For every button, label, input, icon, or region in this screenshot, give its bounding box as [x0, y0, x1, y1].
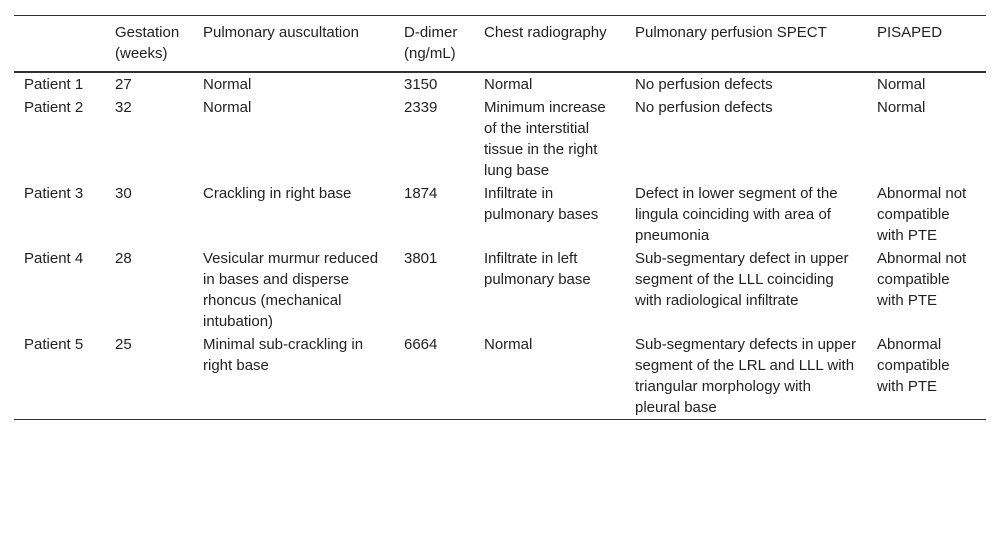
- cell-gestation: 27: [115, 76, 132, 93]
- patient-data-table: [14, 15, 986, 420]
- cell-spect: Sub-segmentary defects in upper segment of the LRL and LLL with triangular morphology with pleural base: [635, 336, 856, 416]
- table-row: [14, 333, 986, 420]
- cell-pisaped: Abnormal not compatible with PTE: [877, 185, 967, 244]
- cell-patient: Patient 4: [24, 250, 84, 267]
- cell-auscultation: Vesicular murmur reduced in bases and disperse rhoncus (mechanical intubation): [203, 250, 379, 330]
- table-row: [14, 247, 986, 333]
- cell-gestation: 25: [115, 336, 132, 353]
- cell-patient: Patient 3: [24, 185, 84, 202]
- cell-d-dimer: 6664: [404, 336, 438, 353]
- table-row: [14, 96, 986, 182]
- table-row: [14, 182, 986, 247]
- cell-auscultation: Minimal sub-crackling in right base: [203, 336, 364, 374]
- header-d-dimer: D-dimer (ng/mL): [404, 24, 458, 62]
- cell-radiography: Infiltrate in pulmonary bases: [484, 185, 599, 223]
- cell-patient: Patient 1: [24, 76, 84, 93]
- table-row: [14, 72, 986, 96]
- cell-pisaped: Abnormal compatible with PTE: [877, 336, 950, 395]
- cell-radiography: Minimum increase of the interstitial tissue in the right lung base: [484, 99, 606, 179]
- cell-pisaped: Normal: [877, 76, 926, 93]
- cell-auscultation: Normal: [203, 76, 252, 93]
- cell-gestation: 32: [115, 99, 132, 116]
- cell-d-dimer: 3801: [404, 250, 438, 267]
- table-container: [14, 15, 986, 420]
- cell-radiography: Normal: [484, 336, 533, 353]
- cell-spect: No perfusion defects: [635, 99, 773, 116]
- cell-auscultation: Normal: [203, 99, 252, 116]
- cell-patient: Patient 5: [24, 336, 84, 353]
- header-patient: [14, 16, 105, 73]
- table-header-row: [14, 16, 986, 73]
- cell-d-dimer: 3150: [404, 76, 438, 93]
- cell-patient: Patient 2: [24, 99, 84, 116]
- cell-pisaped: Normal: [877, 99, 926, 116]
- cell-radiography: Infiltrate in left pulmonary base: [484, 250, 591, 288]
- cell-pisaped: Abnormal not compatible with PTE: [877, 250, 967, 309]
- header-chest-radiography: Chest radiography: [484, 24, 607, 41]
- cell-spect: Sub-segmentary defect in upper segment of the LLL coinciding with radiological infiltrate: [635, 250, 849, 309]
- cell-d-dimer: 1874: [404, 185, 438, 202]
- cell-spect: Defect in lower segment of the lingula coinciding with area of pneumonia: [635, 185, 838, 244]
- cell-radiography: Normal: [484, 76, 533, 93]
- header-perfusion-spect: Pulmonary perfusion SPECT: [635, 24, 827, 41]
- cell-spect: No perfusion defects: [635, 76, 773, 93]
- header-pisaped: PISAPED: [877, 24, 943, 41]
- cell-d-dimer: 2339: [404, 99, 438, 116]
- header-gestation: Gestation (weeks): [115, 24, 180, 62]
- cell-auscultation: Crackling in right base: [203, 185, 352, 202]
- cell-gestation: 30: [115, 185, 132, 202]
- header-pulmonary-auscultation: Pulmonary auscultation: [203, 24, 359, 41]
- cell-gestation: 28: [115, 250, 132, 267]
